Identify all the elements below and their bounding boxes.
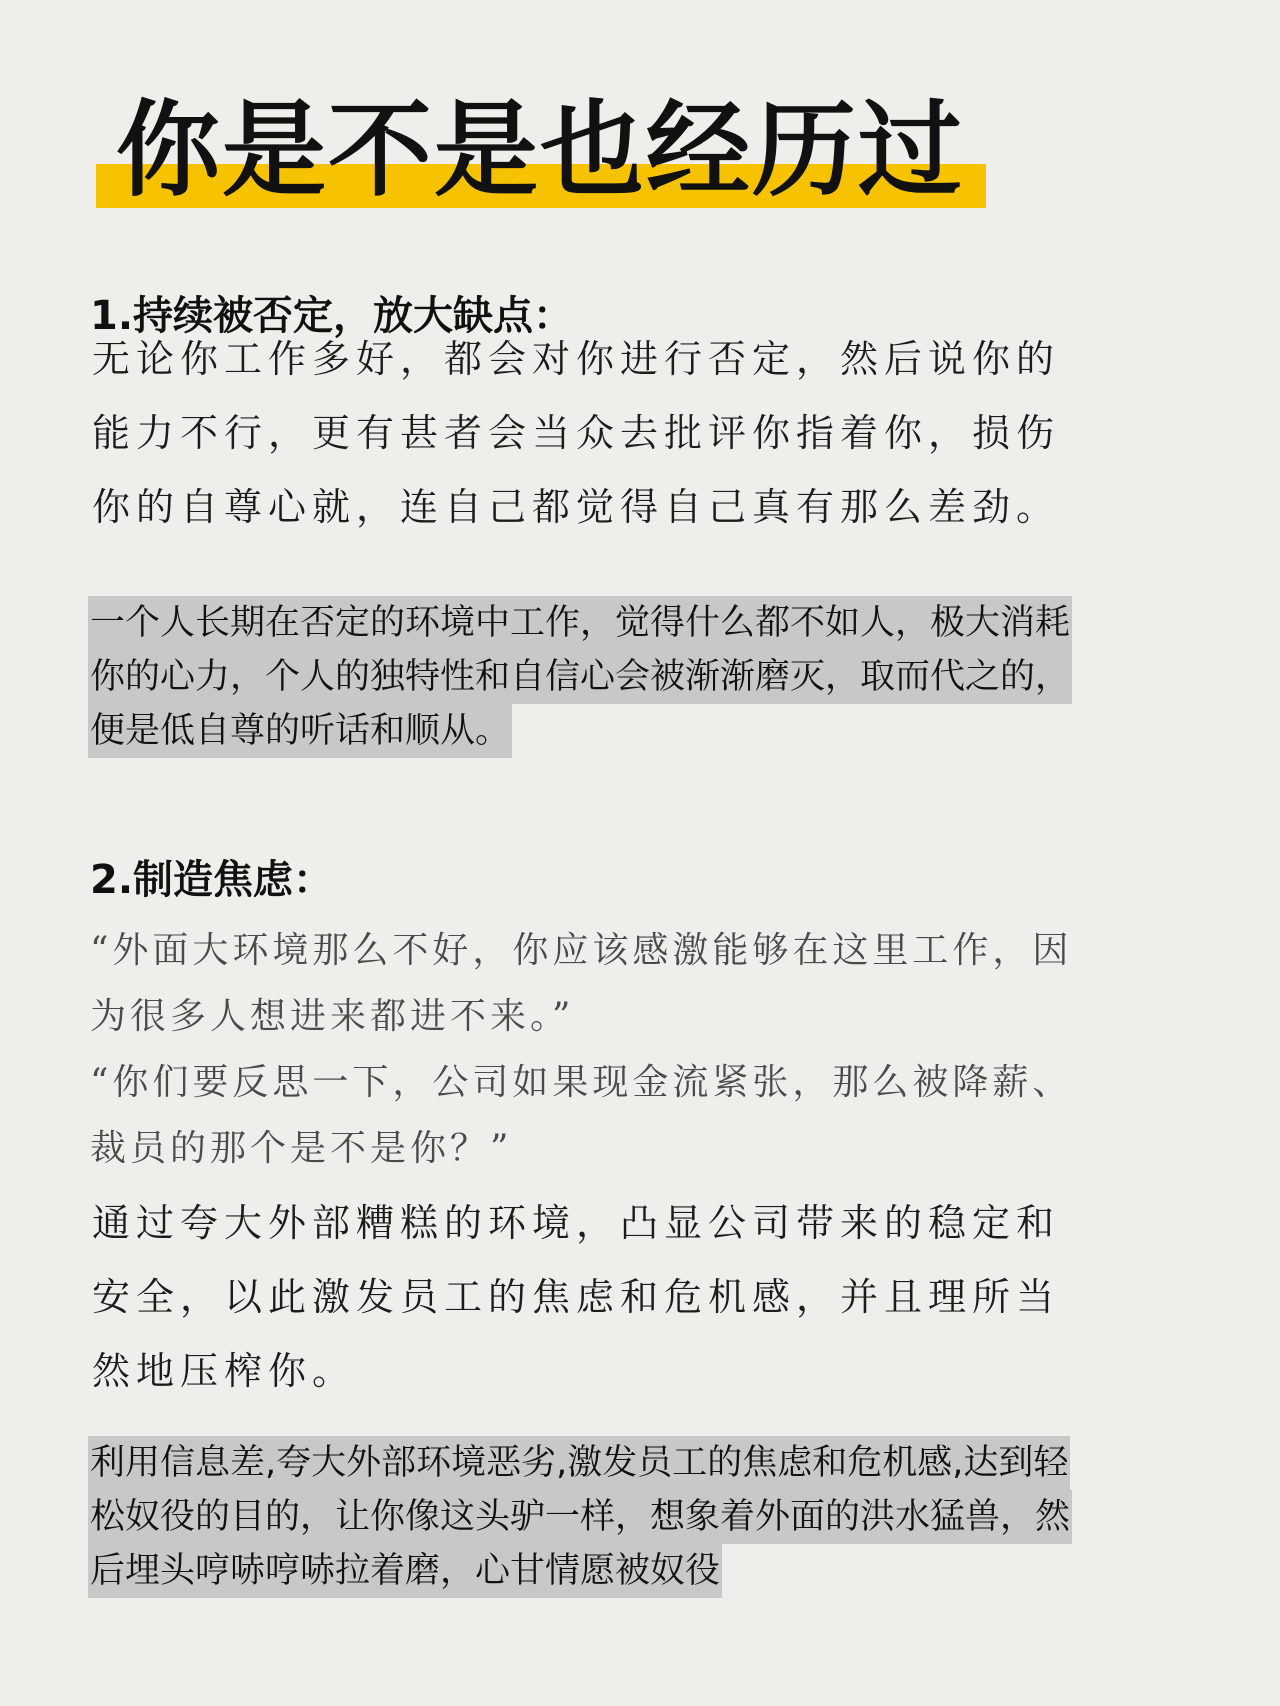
section-1-callout-line: 你的心力，个人的独特性和自信心会被渐渐磨灭，取而代之的， bbox=[88, 650, 1072, 704]
section-1-callout-line: 便是低自尊的听话和顺从。 bbox=[88, 704, 512, 758]
section-1-body-line: 无论你工作多好，都会对你进行否定，然后说你的 bbox=[92, 337, 1061, 381]
section-1-body-line: 能力不行，更有甚者会当众去批评你指着你，损伤 bbox=[92, 411, 1061, 455]
page-title: 你是不是也经历过 bbox=[116, 89, 965, 211]
section-2-quote-line: 裁员的那个是不是你？” bbox=[90, 1128, 513, 1169]
section-1-callout bbox=[88, 596, 1072, 758]
section-2-body bbox=[92, 1186, 1152, 1408]
section-2-body-line: 安全，以此激发员工的焦虑和危机感，并且理所当 bbox=[92, 1275, 1061, 1319]
section-2-quote-line: “你们要反思一下，公司如果现金流紧张，那么被降薪、 bbox=[90, 1062, 1073, 1103]
section-2-callout-line: 利用信息差,夸大外部环境恶劣,激发员工的焦虑和危机感,达到轻 bbox=[88, 1436, 1070, 1490]
section-2-quotes bbox=[90, 918, 1170, 1182]
section-2-quote-line: “外面大环境那么不好，你应该感激能够在这里工作，因 bbox=[90, 930, 1073, 971]
section-1-body bbox=[92, 322, 1152, 544]
section-1-heading: 1.持续被否定，放大缺点： bbox=[90, 293, 574, 339]
section-2-body-line: 然地压榨你。 bbox=[92, 1349, 357, 1393]
section-2-heading: 2.制造焦虑： bbox=[90, 857, 334, 903]
section-2-callout-line: 松奴役的目的，让你像这头驴一样，想象着外面的洪水猛兽，然 bbox=[88, 1490, 1072, 1544]
section-2-callout bbox=[88, 1436, 1072, 1598]
title-block bbox=[96, 88, 986, 218]
section-2-body-line: 通过夸大外部糟糕的环境，凸显公司带来的稳定和 bbox=[92, 1201, 1061, 1245]
section-1-body-line: 你的自尊心就，连自己都觉得自己真有那么差劲。 bbox=[92, 485, 1061, 529]
section-2-quote-line: 为很多人想进来都进不来。” bbox=[90, 996, 575, 1037]
section-1-callout-line: 一个人长期在否定的环境中工作，觉得什么都不如人，极大消耗 bbox=[88, 596, 1072, 650]
section-2-callout-line: 后埋头哼哧哼哧拉着磨，心甘情愿被奴役 bbox=[88, 1544, 722, 1598]
